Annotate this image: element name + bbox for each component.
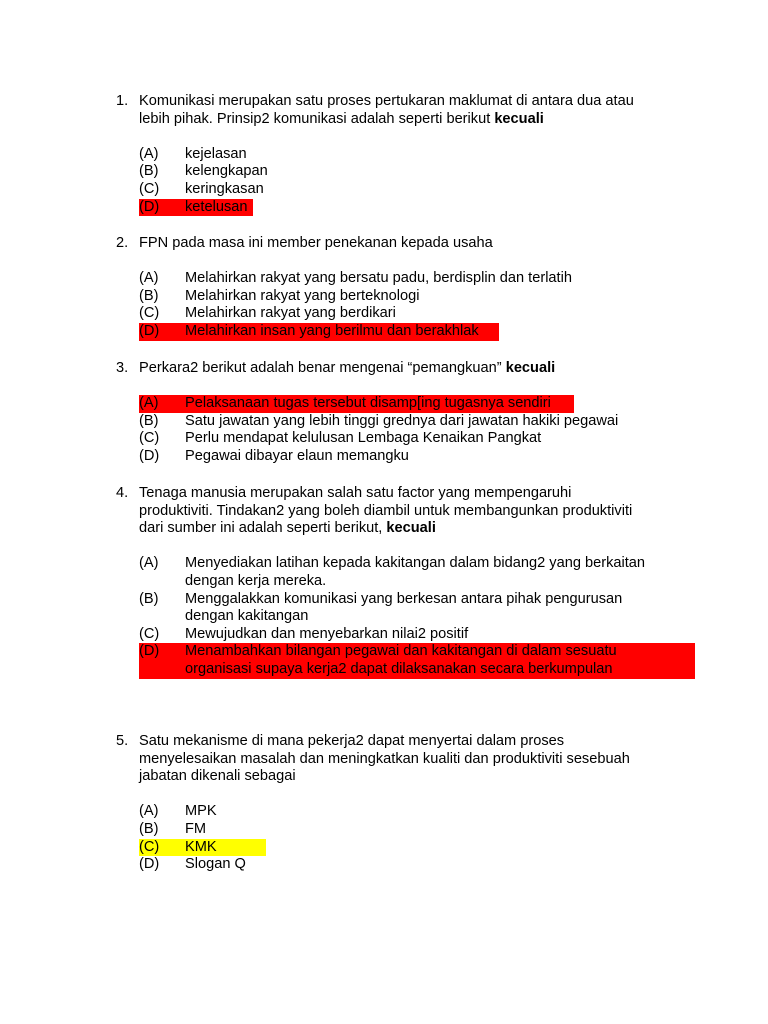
option-text: Satu jawatan yang lebih tinggi grednya dari jawatan hakiki pegawai bbox=[185, 412, 619, 429]
option-letter: (A) bbox=[139, 270, 159, 287]
question-text: Tenaga manusia merupakan salah satu factor yang mempengaruhi produktiviti. Tindakan2 yang boleh diambil untuk membangunkan produktiviti dari sumber ini adalah seperti berikut, bbox=[139, 485, 633, 537]
option-b bbox=[139, 413, 686, 431]
question-stem bbox=[116, 733, 686, 786]
option-text: Melahirkan rakyat yang bersatu padu, berdisplin dan terlatih bbox=[185, 270, 572, 287]
option-c-answer bbox=[139, 839, 266, 857]
option-c bbox=[139, 430, 686, 448]
options-list bbox=[116, 803, 686, 873]
option-text: Perlu mendapat kelulusan Lembaga Kenaikan Pangkat bbox=[185, 430, 542, 447]
option-letter: (B) bbox=[139, 412, 159, 429]
option-letter: (B) bbox=[139, 287, 159, 304]
question-stem bbox=[116, 235, 686, 253]
question-4 bbox=[116, 485, 686, 679]
option-c bbox=[139, 626, 686, 644]
option-text: Melahirkan insan yang berilmu dan berakhlak bbox=[185, 322, 479, 339]
question-stem bbox=[116, 485, 686, 538]
question-number: 3. bbox=[116, 360, 129, 376]
question-number: 1. bbox=[116, 93, 129, 109]
option-a bbox=[139, 555, 686, 590]
question-number: 2. bbox=[116, 235, 129, 251]
option-letter: (D) bbox=[139, 856, 160, 873]
question-1 bbox=[116, 93, 686, 216]
option-text: Pelaksanaan tugas tersebut disamp[ing tugasnya sendiri bbox=[185, 395, 551, 412]
option-letter: (C) bbox=[139, 430, 160, 447]
option-letter: (D) bbox=[139, 447, 160, 464]
question-text: Perkara2 berikut adalah benar mengenai “pemangkuan” bbox=[139, 360, 506, 376]
question-3 bbox=[116, 360, 686, 466]
option-d-answer bbox=[139, 323, 499, 341]
option-b bbox=[139, 591, 686, 626]
option-a bbox=[139, 270, 686, 288]
option-letter: (B) bbox=[139, 163, 159, 180]
option-letter: (D) bbox=[139, 198, 160, 215]
question-2 bbox=[116, 235, 686, 341]
question-keyword: kecuali bbox=[494, 110, 544, 127]
option-text: FM bbox=[185, 820, 207, 837]
option-c bbox=[139, 305, 686, 323]
option-letter: (C) bbox=[139, 838, 160, 855]
option-text: KMK bbox=[185, 838, 217, 855]
options-list bbox=[116, 395, 686, 465]
question-text: Komunikasi merupakan satu proses pertukaran maklumat di antara dua atau lebih pihak. Prinsip2 komunikasi adalah seperti berikut bbox=[139, 93, 634, 127]
option-d bbox=[139, 856, 686, 874]
option-text: Slogan Q bbox=[185, 856, 246, 873]
question-stem bbox=[116, 360, 686, 378]
question-stem bbox=[116, 93, 686, 128]
option-b bbox=[139, 821, 686, 839]
option-text: Mewujudkan dan menyebarkan nilai2 positif bbox=[185, 625, 469, 642]
option-letter: (A) bbox=[139, 803, 159, 820]
option-text: Melahirkan rakyat yang berdikari bbox=[185, 305, 396, 322]
option-d-answer bbox=[139, 199, 253, 217]
options-list bbox=[116, 146, 686, 216]
option-text: ketelusan bbox=[185, 198, 248, 215]
options-list bbox=[116, 270, 686, 340]
option-a-answer bbox=[139, 395, 574, 413]
option-letter: (A) bbox=[139, 395, 159, 412]
question-number: 5. bbox=[116, 733, 129, 749]
option-text: Menyediakan latihan kepada kakitangan dalam bidang2 yang berkaitan dengan kerja mereka. bbox=[185, 555, 646, 589]
option-b bbox=[139, 288, 686, 306]
question-5 bbox=[116, 733, 686, 874]
option-letter: (A) bbox=[139, 555, 159, 572]
option-letter: (A) bbox=[139, 145, 159, 162]
option-d bbox=[139, 448, 686, 466]
question-text: Satu mekanisme di mana pekerja2 dapat menyertai dalam proses menyelesaikan masalah dan meningkatkan kualiti dan produktiviti sesebuah jabatan dikenali sebagai bbox=[139, 733, 630, 785]
options-list bbox=[116, 555, 686, 678]
option-c bbox=[139, 181, 686, 199]
option-letter: (B) bbox=[139, 590, 159, 607]
option-a bbox=[139, 803, 686, 821]
option-b bbox=[139, 163, 686, 181]
question-number: 4. bbox=[116, 485, 129, 501]
option-text: kejelasan bbox=[185, 145, 247, 162]
option-d-answer bbox=[139, 643, 695, 678]
option-letter: (D) bbox=[139, 643, 160, 660]
question-text: FPN pada masa ini member penekanan kepada usaha bbox=[139, 235, 493, 251]
option-a bbox=[139, 146, 686, 164]
option-text: MPK bbox=[185, 803, 217, 820]
option-text: Pegawai dibayar elaun memangku bbox=[185, 447, 409, 464]
option-letter: (B) bbox=[139, 820, 159, 837]
option-text: kelengkapan bbox=[185, 163, 268, 180]
option-text: Melahirkan rakyat yang berteknologi bbox=[185, 287, 420, 304]
option-letter: (C) bbox=[139, 305, 160, 322]
option-text: keringkasan bbox=[185, 180, 264, 197]
question-keyword: kecuali bbox=[386, 520, 436, 537]
option-letter: (C) bbox=[139, 180, 160, 197]
option-letter: (D) bbox=[139, 322, 160, 339]
question-keyword: kecuali bbox=[505, 360, 556, 376]
option-text: Menggalakkan komunikasi yang berkesan antara pihak pengurusan dengan kakitangan bbox=[185, 590, 623, 625]
option-letter: (C) bbox=[139, 625, 160, 642]
option-text: Menambahkan bilangan pegawai dan kakitangan di dalam sesuatu organisasi supaya kerja2 dapat dilaksanakan secara berkumpulan bbox=[185, 643, 617, 677]
